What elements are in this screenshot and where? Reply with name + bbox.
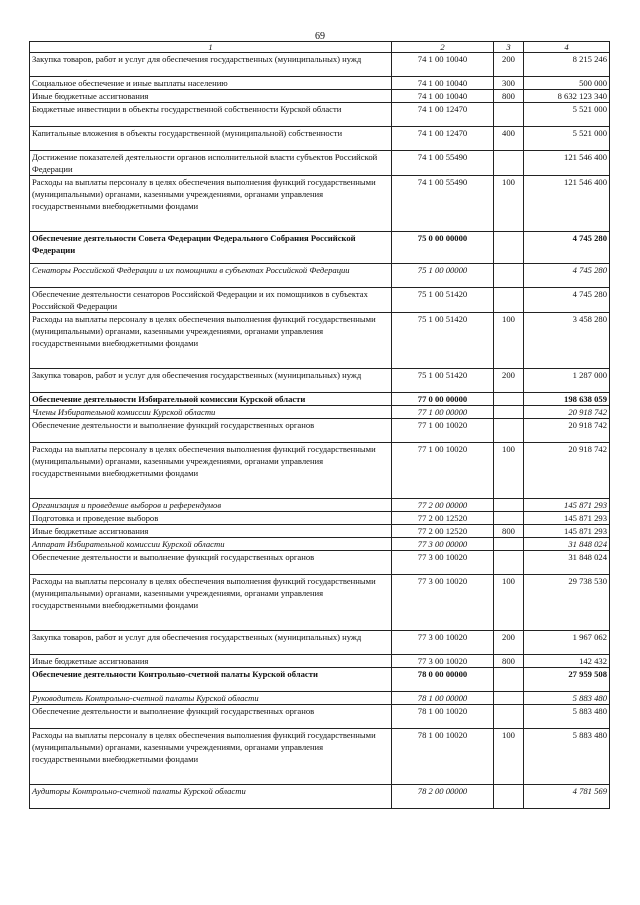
row-name: Расходы на выплаты персоналу в целях обеспечения выполнения функций государственными (муниципальными) органами, казенными учреждениями, органами управления государственными внебюджетными фондами: [30, 729, 392, 785]
row-amount: 20 918 742: [524, 419, 610, 443]
row-expense-type: 100: [494, 313, 524, 369]
row-expense-type: 100: [494, 729, 524, 785]
row-code: 77 3 00 00000: [392, 538, 494, 551]
row-name: Достижение показателей деятельности органов исполнительной власти субъектов Российской Федерации: [30, 151, 392, 176]
row-code: 77 2 00 00000: [392, 499, 494, 512]
table-row: [30, 176, 610, 232]
row-amount: 29 738 530: [524, 575, 610, 631]
row-expense-type: [494, 264, 524, 288]
table-row: [30, 151, 610, 176]
row-amount: 5 521 000: [524, 103, 610, 127]
row-amount: 4 745 280: [524, 232, 610, 264]
header-col-3: 3: [494, 42, 524, 53]
row-amount: 145 871 293: [524, 525, 610, 538]
row-expense-type: [494, 692, 524, 705]
table-row: [30, 692, 610, 705]
row-expense-type: [494, 551, 524, 575]
row-expense-type: 800: [494, 90, 524, 103]
table-row: [30, 232, 610, 264]
table-row: [30, 103, 610, 127]
row-expense-type: [494, 785, 524, 809]
row-code: 77 1 00 10020: [392, 419, 494, 443]
row-name: Расходы на выплаты персоналу в целях обеспечения выполнения функций государственными (муниципальными) органами, казенными учреждениями, органами управления государственными внебюджетными фондами: [30, 443, 392, 499]
row-name: Обеспечение деятельности Избирательной комиссии Курской области: [30, 393, 392, 406]
row-expense-type: 800: [494, 525, 524, 538]
row-name: Руководитель Контрольно-счетной палаты Курской области: [30, 692, 392, 705]
row-amount: 20 918 742: [524, 406, 610, 419]
row-amount: 4 745 280: [524, 288, 610, 313]
header-row: [30, 42, 610, 53]
row-expense-type: [494, 538, 524, 551]
row-code: 75 0 00 00000: [392, 232, 494, 264]
row-code: 78 1 00 10020: [392, 705, 494, 729]
table-row: [30, 406, 610, 419]
row-code: 78 1 00 10020: [392, 729, 494, 785]
row-expense-type: [494, 668, 524, 692]
row-amount: 4 781 569: [524, 785, 610, 809]
table-row: [30, 551, 610, 575]
row-expense-type: 800: [494, 655, 524, 668]
row-name: Расходы на выплаты персоналу в целях обеспечения выполнения функций государственными (муниципальными) органами, казенными учреждениями, органами управления государственными внебюджетными фондами: [30, 575, 392, 631]
row-expense-type: [494, 419, 524, 443]
row-name: Иные бюджетные ассигнования: [30, 655, 392, 668]
row-amount: 198 638 059: [524, 393, 610, 406]
row-code: 77 1 00 00000: [392, 406, 494, 419]
row-amount: 31 848 024: [524, 538, 610, 551]
row-amount: 4 745 280: [524, 264, 610, 288]
row-name: Иные бюджетные ассигнования: [30, 90, 392, 103]
row-expense-type: 100: [494, 575, 524, 631]
table-row: [30, 538, 610, 551]
row-name: Капитальные вложения в объекты государственной (муниципальной) собственности: [30, 127, 392, 151]
row-name: Социальное обеспечение и иные выплаты населению: [30, 77, 392, 90]
row-code: 74 1 00 10040: [392, 90, 494, 103]
row-amount: 145 871 293: [524, 512, 610, 525]
row-name: Закупка товаров, работ и услуг для обеспечения государственных (муниципальных) нужд: [30, 369, 392, 393]
row-expense-type: [494, 512, 524, 525]
row-code: 78 1 00 00000: [392, 692, 494, 705]
table-row: [30, 127, 610, 151]
row-code: 77 2 00 12520: [392, 512, 494, 525]
row-amount: 5 883 480: [524, 729, 610, 785]
row-name: Организация и проведение выборов и референдумов: [30, 499, 392, 512]
row-code: 78 0 00 00000: [392, 668, 494, 692]
row-expense-type: 300: [494, 77, 524, 90]
row-amount: 5 883 480: [524, 705, 610, 729]
row-code: 77 3 00 10020: [392, 655, 494, 668]
row-name: Члены Избирательной комиссии Курской области: [30, 406, 392, 419]
table-row: [30, 90, 610, 103]
row-code: 74 1 00 12470: [392, 127, 494, 151]
row-name: Иные бюджетные ассигнования: [30, 525, 392, 538]
row-expense-type: [494, 232, 524, 264]
table-row: [30, 443, 610, 499]
header-col-4: 4: [524, 42, 610, 53]
table-row: [30, 705, 610, 729]
row-code: 77 3 00 10020: [392, 575, 494, 631]
row-code: 74 1 00 55490: [392, 176, 494, 232]
row-name: Аудиторы Контрольно-счетной палаты Курской области: [30, 785, 392, 809]
row-amount: 1 287 000: [524, 369, 610, 393]
row-code: 75 1 00 51420: [392, 313, 494, 369]
row-code: 75 1 00 51420: [392, 369, 494, 393]
table-row: [30, 668, 610, 692]
row-name: Расходы на выплаты персоналу в целях обеспечения выполнения функций государственными (муниципальными) органами, казенными учреждениями, органами управления государственными внебюджетными фондами: [30, 313, 392, 369]
row-amount: 8 632 123 340: [524, 90, 610, 103]
row-expense-type: 200: [494, 53, 524, 77]
row-expense-type: 100: [494, 176, 524, 232]
row-expense-type: 100: [494, 443, 524, 499]
row-amount: 27 959 508: [524, 668, 610, 692]
row-expense-type: 200: [494, 369, 524, 393]
table-row: [30, 369, 610, 393]
row-code: 77 3 00 10020: [392, 631, 494, 655]
row-amount: 5 883 480: [524, 692, 610, 705]
row-name: Обеспечение деятельности сенаторов Российской Федерации и их помощников в субъектах Российской Федерации: [30, 288, 392, 313]
row-amount: 121 546 400: [524, 151, 610, 176]
row-name: Обеспечение деятельности и выполнение функций государственных органов: [30, 551, 392, 575]
table-row: [30, 729, 610, 785]
row-amount: 121 546 400: [524, 176, 610, 232]
row-code: 75 1 00 00000: [392, 264, 494, 288]
header-col-1: 1: [30, 42, 392, 53]
budget-table: [29, 41, 610, 809]
table-row: [30, 525, 610, 538]
row-expense-type: [494, 499, 524, 512]
row-amount: 8 215 246: [524, 53, 610, 77]
row-amount: 500 000: [524, 77, 610, 90]
row-name: Обеспечение деятельности Контрольно-счетной палаты Курской области: [30, 668, 392, 692]
row-name: Бюджетные инвестиции в объекты государственной собственности Курской области: [30, 103, 392, 127]
row-name: Обеспечение деятельности Совета Федерации Федерального Собрания Российской Федерации: [30, 232, 392, 264]
row-amount: 5 521 000: [524, 127, 610, 151]
row-amount: 31 848 024: [524, 551, 610, 575]
row-name: Подготовка и проведение выборов: [30, 512, 392, 525]
row-expense-type: 400: [494, 127, 524, 151]
row-code: 74 1 00 10040: [392, 53, 494, 77]
table-row: [30, 512, 610, 525]
row-expense-type: [494, 406, 524, 419]
row-name: Закупка товаров, работ и услуг для обеспечения государственных (муниципальных) нужд: [30, 631, 392, 655]
header-col-2: 2: [392, 42, 494, 53]
table-row: [30, 419, 610, 443]
row-amount: 142 432: [524, 655, 610, 668]
row-amount: 20 918 742: [524, 443, 610, 499]
row-name: Аппарат Избирательной комиссии Курской области: [30, 538, 392, 551]
table-row: [30, 785, 610, 809]
table-row: [30, 264, 610, 288]
row-expense-type: [494, 705, 524, 729]
row-amount: 3 458 280: [524, 313, 610, 369]
row-code: 78 2 00 00000: [392, 785, 494, 809]
row-code: 77 1 00 10020: [392, 443, 494, 499]
table-row: [30, 53, 610, 77]
table-row: [30, 393, 610, 406]
row-expense-type: [494, 288, 524, 313]
row-name: Сенаторы Российской Федерации и их помощники в субъектах Российской Федерации: [30, 264, 392, 288]
row-code: 74 1 00 12470: [392, 103, 494, 127]
row-name: Обеспечение деятельности и выполнение функций государственных органов: [30, 419, 392, 443]
row-code: 74 1 00 55490: [392, 151, 494, 176]
table-row: [30, 499, 610, 512]
row-expense-type: 200: [494, 631, 524, 655]
row-code: 77 3 00 10020: [392, 551, 494, 575]
row-name: Расходы на выплаты персоналу в целях обеспечения выполнения функций государственными (муниципальными) органами, казенными учреждениями, органами управления государственными внебюджетными фондами: [30, 176, 392, 232]
page-number: 69: [315, 31, 325, 42]
row-code: 77 0 00 00000: [392, 393, 494, 406]
row-amount: 145 871 293: [524, 499, 610, 512]
table-row: [30, 575, 610, 631]
table-row: [30, 288, 610, 313]
table-row: [30, 77, 610, 90]
row-name: Обеспечение деятельности и выполнение функций государственных органов: [30, 705, 392, 729]
table-row: [30, 655, 610, 668]
row-amount: 1 967 062: [524, 631, 610, 655]
row-code: 77 2 00 12520: [392, 525, 494, 538]
row-expense-type: [494, 151, 524, 176]
row-name: Закупка товаров, работ и услуг для обеспечения государственных (муниципальных) нужд: [30, 53, 392, 77]
row-code: 75 1 00 51420: [392, 288, 494, 313]
table-row: [30, 313, 610, 369]
row-expense-type: [494, 393, 524, 406]
row-expense-type: [494, 103, 524, 127]
table-row: [30, 631, 610, 655]
row-code: 74 1 00 10040: [392, 77, 494, 90]
